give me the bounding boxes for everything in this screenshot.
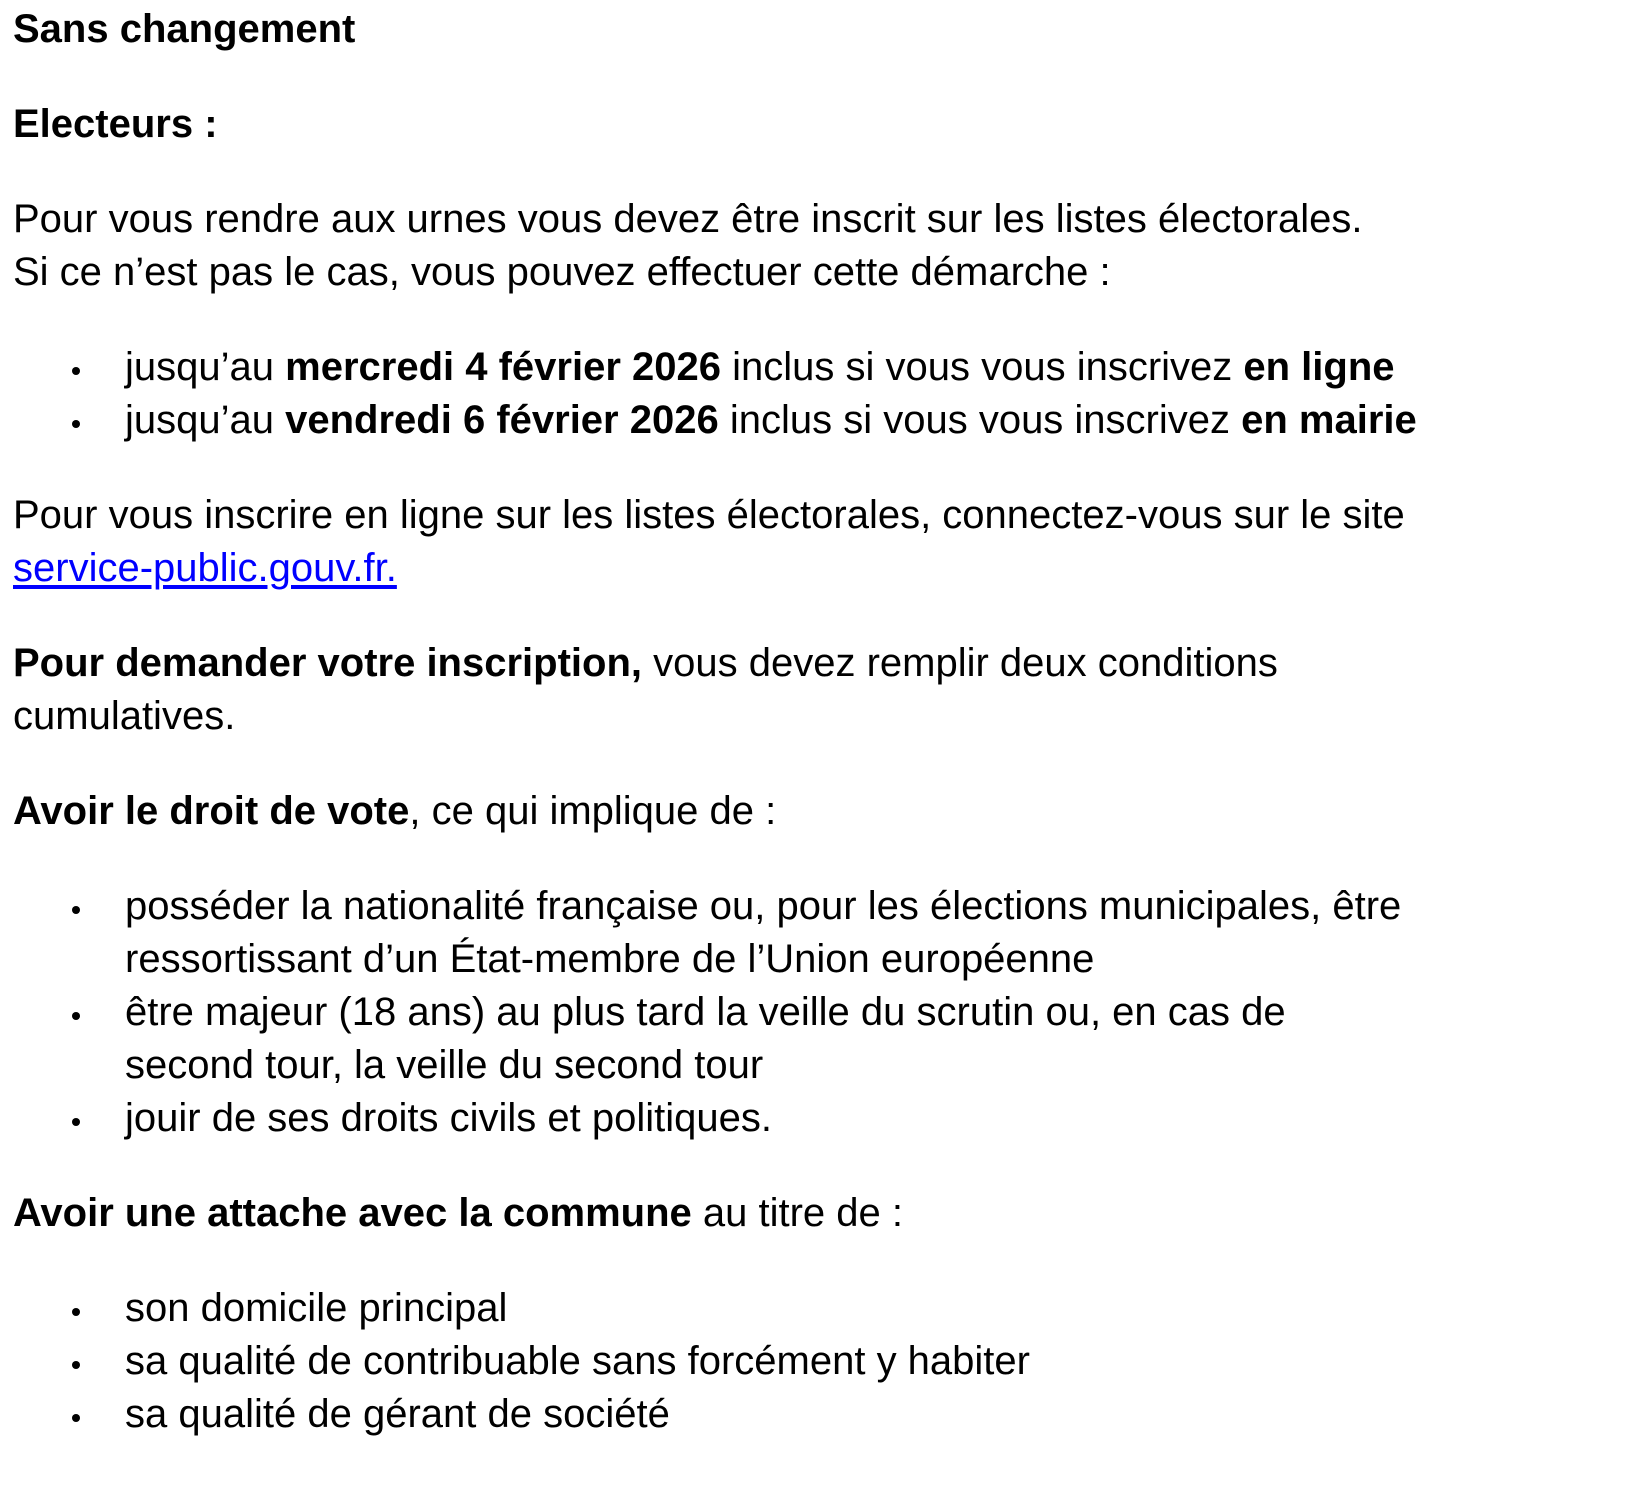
conditions-bold: Pour demander votre inscription, (13, 641, 643, 685)
list-item-line: jouir de ses droits civils et politiques. (125, 1096, 772, 1140)
right-to-vote-heading (13, 785, 1634, 838)
deadline-prefix: jusqu’au (125, 345, 286, 389)
deadline-date: vendredi 6 février 2026 (285, 398, 719, 442)
list-item-line: second tour, la veille du second tour (125, 1043, 764, 1087)
intro-line-2: Si ce n’est pas le cas, vous pouvez effectuer cette démarche : (13, 250, 1111, 294)
deadline-item-online (13, 341, 1634, 394)
deadline-prefix: jusqu’au (125, 398, 286, 442)
deadlines-list (13, 341, 1634, 447)
deadline-mode: en ligne (1243, 345, 1395, 389)
attachment-heading (13, 1187, 1634, 1240)
service-public-link[interactable]: service-public.gouv.fr. (13, 546, 397, 590)
deadline-item-mairie (13, 394, 1634, 447)
list-item (13, 986, 1634, 1092)
conditions-rest: vous devez remplir deux conditions (642, 641, 1278, 685)
deadline-mode: en mairie (1241, 398, 1417, 442)
list-item: son domicile principal (13, 1282, 1634, 1335)
intro-paragraph (13, 193, 1634, 299)
right-to-vote-bold: Avoir le droit de vote (13, 789, 410, 833)
list-item: sa qualité de gérant de société (13, 1388, 1634, 1441)
page-title: Sans changement (13, 7, 356, 51)
list-item-line: ressortissant d’un État-membre de l’Union européenne (125, 937, 1095, 981)
list-item-line: être majeur (18 ans) au plus tard la veille du scrutin ou, en cas de (125, 990, 1286, 1034)
list-item (13, 880, 1634, 986)
right-to-vote-list (13, 880, 1634, 1145)
attachment-list (13, 1282, 1634, 1441)
deadline-middle: inclus si vous vous inscrivez (720, 345, 1244, 389)
list-item-line: posséder la nationalité française ou, pour les élections municipales, être (125, 884, 1402, 928)
online-registration-text: Pour vous inscrire en ligne sur les listes électorales, connectez-vous sur le site (13, 493, 1405, 537)
deadline-middle: inclus si vous vous inscrivez (718, 398, 1242, 442)
section-heading-electeurs: Electeurs : (13, 102, 218, 146)
conditions-paragraph (13, 637, 1634, 743)
deadline-date: mercredi 4 février 2026 (285, 345, 721, 389)
list-item (13, 1092, 1634, 1145)
attachment-rest: au titre de : (691, 1191, 904, 1235)
attachment-bold: Avoir une attache avec la commune (13, 1191, 692, 1235)
list-item: sa qualité de contribuable sans forcément y habiter (13, 1335, 1634, 1388)
intro-line-1: Pour vous rendre aux urnes vous devez être inscrit sur les listes électorales. (13, 197, 1363, 241)
conditions-line-2: cumulatives. (13, 694, 236, 738)
online-registration-paragraph (13, 489, 1634, 595)
right-to-vote-rest: , ce qui implique de : (409, 789, 777, 833)
